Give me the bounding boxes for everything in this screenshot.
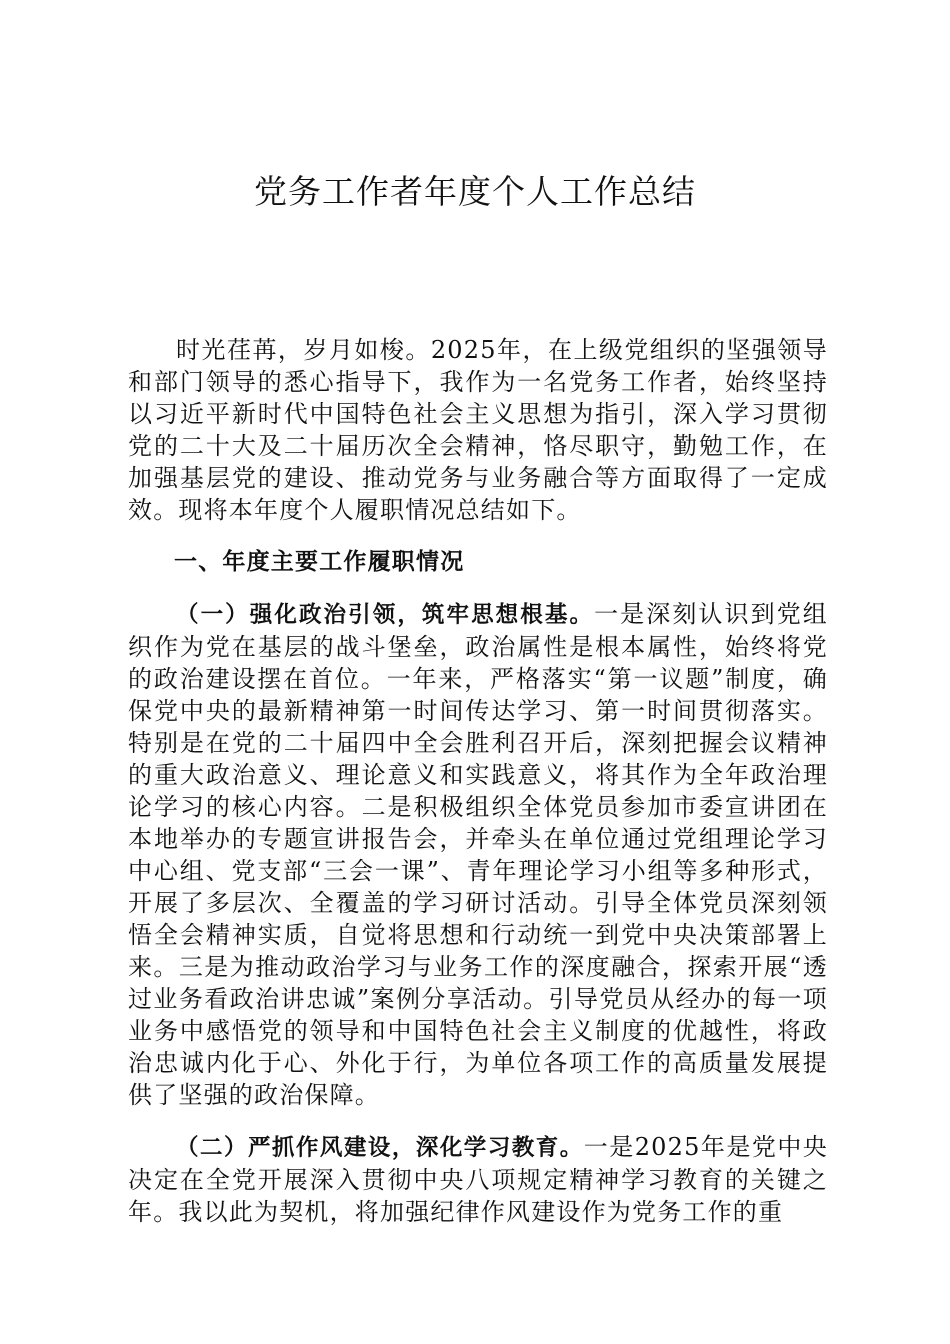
section-heading: 一、年度主要工作履职情况 bbox=[174, 549, 465, 575]
paragraph-item-1 bbox=[128, 598, 828, 1111]
paragraph-lead: （二）严抓作风建设，深化学习教育。 bbox=[176, 1135, 584, 1161]
paragraph-lead: （一）强化政治引领，筑牢思想根基。 bbox=[176, 602, 595, 628]
paragraph-text: 一是2025年是党中央决定在全党开展深入贯彻中央八项规定精神学习教育的关键之年。我以此为契机，将加强纪律作风建设作为党务工作的重 bbox=[128, 1133, 828, 1226]
paragraph-item-2 bbox=[128, 1131, 828, 1228]
intro-paragraph: 时光荏苒，岁月如梭。2025年，在上级党组织的坚强领导和部门领导的悉心指导下，我作为一名党务工作者，始终坚持以习近平新时代中国特色社会主义思想为指引，深入学习贯彻党的二十大及二十届历次全会精神，恪尽职守，勤勉工作，在加强基层党的建设、推动党务与业务融合等方面取得了一定成效。现将本年度个人履职情况总结如下。 bbox=[128, 336, 828, 524]
paragraph-text: 一是深刻认识到党组织作为党在基层的战斗堡垒，政治属性是根本属性，始终将党的政治建设摆在首位。一年来，严格落实“第一议题”制度，确保党中央的最新精神第一时间传达学习、第一时间贯彻落实。特别是在党的二十届四中全会胜利召开后，深刻把握会议精神的重大政治意义、理论意义和实践意义，将其作为全年政治理论学习的核心内容。二是积极组织全体党员参加市委宣讲团在本地举办的专题宣讲报告会，并牵头在单位通过党组理论学习中心组、党支部“三会一课”、青年理论学习小组等多种形式，开展了多层次、全覆盖的学习研讨活动。引导全体党员深刻领悟全会精神实质，自觉将思想和行动统一到党中央决策部署上来。三是为推动政治学习与业务工作的深度融合，探索开展“透过业务看政治讲忠诚”案例分享活动。引导党员从经办的每一项业务中感悟党的领导和中国特色社会主义制度的优越性，将政治忠诚内化于心、外化于行，为单位各项工作的高质量发展提供了坚强的政治保障。 bbox=[128, 600, 828, 1109]
document-body bbox=[128, 334, 828, 1248]
document-title: 党务工作者年度个人工作总结 bbox=[254, 172, 696, 211]
